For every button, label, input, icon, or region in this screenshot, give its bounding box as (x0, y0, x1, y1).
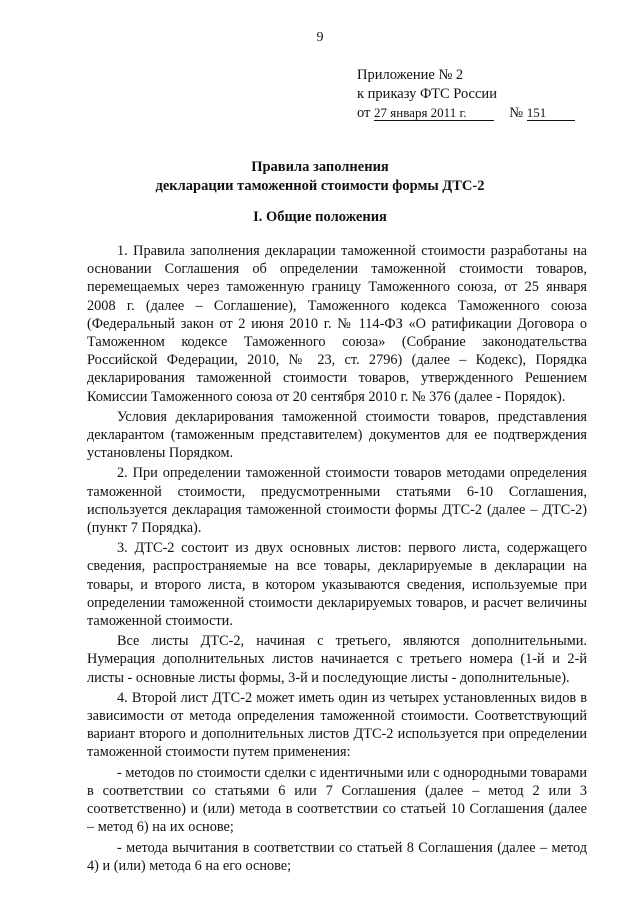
paragraph-1-conditions: Условия декларирования таможенной стоимости товаров, представления декларантом (таможенным представителем) документов для ее подтверждения установлены Порядком. (87, 408, 587, 462)
title-line-1: Правила заполнения (251, 159, 389, 175)
page-number: 9 (316, 30, 324, 45)
date-prefix: от (357, 105, 371, 121)
number-prefix: № (509, 105, 524, 121)
title-line-2: декларации таможенной стоимости формы ДТС-2 (155, 178, 485, 194)
order-number: 151 (527, 106, 575, 121)
appendix-title: Приложение № 2 (357, 67, 464, 83)
paragraph-3: 3. ДТС-2 состоит из двух основных листов: первого листа, содержащего сведения, распространяемые на все товары, декларируемые в декларации на товары, и второго листа, в котором указываются сведения, используемые при определении таможенной стоимости декларируемых товаров, и расчет величины таможенной стоимости. (87, 540, 587, 630)
paragraph-4-item-2: - метода вычитания в соответствии со статьей 8 Соглашения (далее – метод 4) и (или) метода 6 на его основе; (87, 839, 587, 874)
paragraph-4: 4. Второй лист ДТС-2 может иметь один из четырех установленных видов в зависимости от метода определения таможенной стоимости. Соответствующий вариант второго и дополнительных листов ДТС-2 используется при определении таможенной стоимости путем применения: (87, 689, 587, 761)
appendix-block (357, 66, 575, 123)
paragraph-2: 2. При определении таможенной стоимости товаров методами определения таможенной стоимости, предусмотренными статьями 6-10 Соглашения, используется декларация таможенной стоимости формы ДТС-2 (далее – ДТС-2) (пункт 7 Порядка). (87, 465, 587, 537)
appendix-order-ref: к приказу ФТС России (357, 86, 497, 102)
paragraph-3-additional-sheets: Все листы ДТС-2, начиная с третьего, являются дополнительными. Нумерация дополнительных листов начинается с третьего номера (1-й и 2-й листы - основные листы формы, 3-й и последующие листы - дополнительные). (87, 633, 587, 686)
order-date: 27 января 2011 г. (374, 106, 494, 121)
paragraph-1: 1. Правила заполнения декларации таможенной стоимости разработаны на основании Соглашения об определении таможенной стоимости товаров, перемещаемых через таможенную границу Таможенного союза, от 25 января 2008 г. (далее – Соглашение), Таможенного кодекса Таможенного союза (Федеральный закон от 2 июня 2010 г. № 114-ФЗ «О ратификации Договора о Таможенном кодексе Таможенного союза» (Собрание законодательства Российской Федерации, 2010, № 23, ст. 2796) (далее – Кодекс), Порядка декларирования таможенной стоимости товаров, утвержденного Решением Комиссии Таможенного союза от 20 сентября 2010 г. № 376 (далее - Порядок). (87, 243, 587, 405)
document-body (87, 242, 587, 877)
paragraph-4-item-1: - методов по стоимости сделки с идентичными или с однородными товарами в соответствии со статьями 6 или 7 Соглашения (далее – метод 2 или 3 соответственно) и (или) метода в соответствии со статьей 10 Соглашения (далее – метод 6) на их основе; (87, 764, 587, 836)
document-title (0, 158, 640, 196)
section-heading: I. Общие положения (253, 209, 387, 225)
appendix-date-line (357, 104, 575, 123)
